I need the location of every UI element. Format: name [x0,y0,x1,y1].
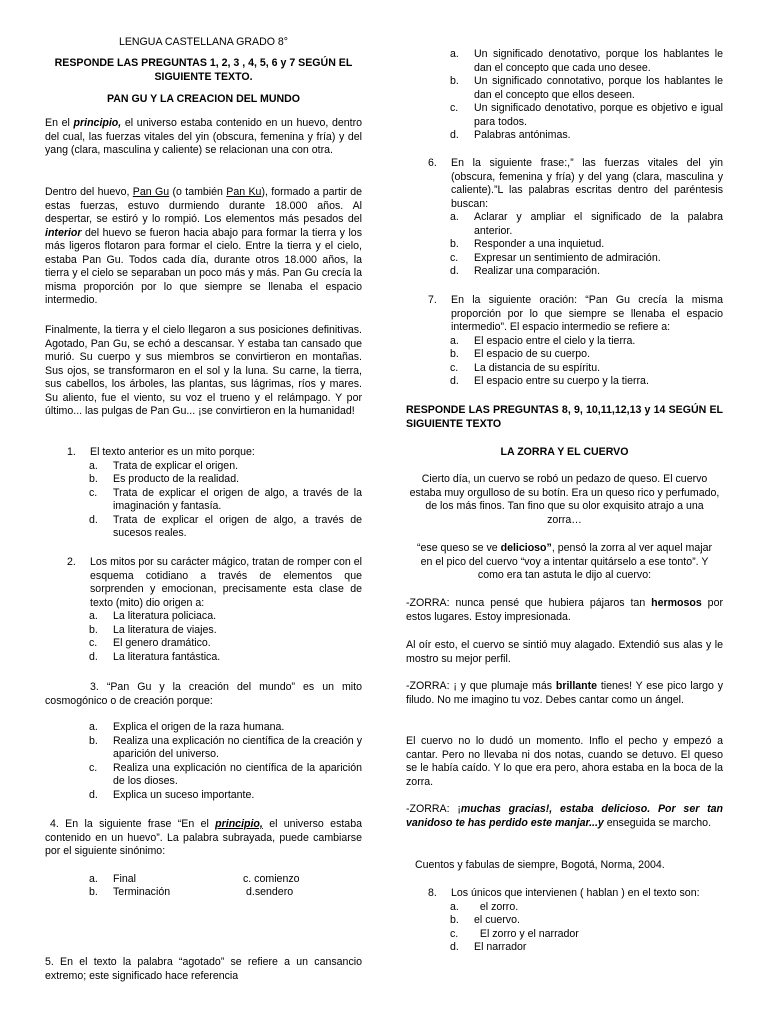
question-1 [45,446,362,541]
story-paragraph: -ZORRA: ¡muchas gracias!, estaba delicioso. Por ser tan vanidoso te has perdido este manjar...y enseguida se marcho. [406,803,723,829]
answer-option[interactable]: a. El espacio entre el cielo y la tierra. [450,334,636,347]
option-letter: b. [89,886,98,898]
answer-option[interactable]: c. El zorro y el narrador [450,927,579,940]
question-text: 4. En la siguiente frase “En el principio, el universo estaba contenido en un huevo”. La palabra subrayada, puede cambiarse por el siguiente sinónimo: [45,818,362,857]
question-2 [45,556,362,664]
answer-option[interactable]: d. Explica un suceso importante. [89,788,255,801]
question-7 [406,294,723,389]
story-paragraph: El cuervo no lo dudó un momento. Inflo el pecho y empezó a cantar. Pero no llevaba ni dos notas, cuando se detuvo. El queso se le había caído. Y lo que era pero, ahora estaba en la boca de la zorra. [406,735,723,788]
question-4 [45,818,362,859]
answer-option[interactable]: d. Realizar una comparación. [450,265,601,277]
answer-option[interactable]: b. El espacio de su cuerpo. [450,348,591,360]
answer-option[interactable]: d.sendero [246,886,294,898]
story-paragraph: -ZORRA: ¡ y que plumaje más brillante tienes! Y ese pico largo y filudo. No me imagino tu voz. Debes cantar como un ángel. [406,680,723,706]
question-8 [406,887,723,955]
question-text: 2. Los mitos por su carácter mágico, tratan de romper con el esquema cotidiano a través de elementos que sorprenden y emocionan, precisamente esta clase de texto (mito) dio origen a: [67,556,362,609]
story-paragraph: “ese queso se ve delicioso”, pensó la zorra al ver aquel majar en el pico del cuervo “voy a intentar quitárselo a ese tonto”. Y como era tan astuta le dijo al cuervo: [416,542,712,581]
answer-option[interactable]: d. Trata de explicar el origen de algo, a través de sucesos reales. [89,513,362,539]
question-6 [406,157,723,279]
story-paragraph: Dentro del huevo, Pan Gu (o también Pan Ku), formado a partir de estas fuerzas, estuvo durmiendo durante 18.000 años. Al despertar, se estiró y lo rompió. Los elementos más pesados del interior del huevo se fueron hacia abajo para formar la tierra y los más ligeros flotaron para formar el cielo. Entre la tierra y el cielo, estaba Pan Gu. Todos cada día, durante otros 18.000 años, la tierra y el cielo se separaban un poco más y más. Pan Gu crecía la misma proporción por lo que siempre se llenaba el espacio intermedio. [45,186,362,306]
answer-option[interactable]: a. el zorro. [450,900,519,913]
answer-option[interactable]: c. comienzo [243,873,300,885]
answer-option[interactable]: b. el cuervo. [450,914,520,926]
answer-option[interactable]: a. La literatura policiaca. [89,610,217,622]
answer-option[interactable]: c. Realiza una explicación no científica de la aparición de los dioses. [89,761,362,787]
question-text: 8. Los únicos que intervienen ( hablan ) en el texto son: [428,887,700,899]
answer-option[interactable]: Final [113,873,136,885]
story-paragraph: -ZORRA: nunca pensé que hubiera pájaros tan hermosos por estos lugares. Estoy impresionada. [406,597,723,623]
answer-option[interactable]: c. El genero dramático. [89,637,211,649]
instruction-heading: RESPONDE LAS PREGUNTAS 1, 2, 3 , 4, 5, 6 y 7 SEGÚN EL SIGUIENTE TEXTO. [54,57,353,83]
story-title: PAN GU Y LA CREACION DEL MUNDO [106,93,301,105]
question-text: 7. En la siguiente oración: “Pan Gu crecía la misma proporción por lo que siempre se llenaba el espacio intermedio”. El espacio intermedio se refiere a: [428,294,723,333]
answer-option[interactable]: d. El espacio entre su cuerpo y la tierra. [450,375,649,387]
question-text: 1. El texto anterior es un mito porque: [67,446,255,458]
story-source: Cuentos y fabulas de siempre, Bogotá, Norma, 2004. [415,859,665,871]
answer-option[interactable]: a. Aclarar y ampliar el significado de la palabra anterior. [450,211,723,237]
question-text: 3. “Pan Gu y la creación del mundo” es un mito cosmogónico o de creación porque: [45,681,362,707]
answer-option[interactable]: d. Palabras antónimas. [450,129,571,141]
question-3 [45,681,362,802]
story-paragraph: En el principio, el universo estaba contenido en un huevo, dentro del cual, las fuerzas vitales del yin (obscura, femenina y fría) y del yang (clara, masculina y caliente) se relacionan una con otra. [45,117,363,156]
answer-option[interactable]: c. Expresar un sentimiento de admiración. [450,251,661,264]
answer-option[interactable]: b. Un significado connotativo, porque los hablantes le dan el concepto que ellos deseen. [450,75,723,101]
question-5-text: 5. En el texto la palabra “agotado” se refiere a un cansancio extremo; este significado hace referencia [45,956,362,982]
answer-option[interactable]: b. Es producto de la realidad. [89,473,240,485]
answer-option[interactable]: a. Trata de explicar el origen. [89,459,239,472]
answer-option[interactable]: a. Un significado denotativo, porque los hablantes le dan el concepto que cada uno desee. [450,48,723,74]
story-paragraph: Cierto día, un cuervo se robó un pedazo de queso. El cuervo estaba muy orgulloso de su botín. Era un queso rico y perfumado, de los más finos. Tan fino que su olor exquisito atrajo a una zorra… [409,473,720,526]
answer-option[interactable]: d. El narrador [450,941,527,953]
question-text: 6. En la siguiente frase:,” las fuerzas vitales del yin (obscura, femenina y fría) y del yang (clara, masculina y caliente).”L las palabras escritas dentro del paréntesis buscan: [428,157,723,210]
option-letter: a. [89,873,98,885]
question-4-options [45,873,362,901]
question-5-options [406,48,723,143]
answer-option[interactable]: c. Trata de explicar el origen de algo, a través de la imaginación y fantasía. [89,486,362,512]
answer-option[interactable]: b. La literatura de viajes. [89,623,217,636]
course-header: LENGUA CASTELLANA GRADO 8° [118,36,289,48]
story-paragraph: Finalmente, la tierra y el cielo llegaron a sus posiciones definitivas. Agotado, Pan Gu, se echó a descansar. Y estaba tan cansado que murió. Su cuerpo y sus miembros se convirtieron en montañas. Sus ojos, se transformaron en el sol y la luna. Su carne, la tierra, sus cabellos, los árboles, las plantas, sus lágrimas, ríos y mares. Su aliento, fue el viento, su voz el trueno y el relámpago. Y por último... las pulgas de Pan Gu... ¡se convirtieron en la humanidad! [45,324,362,417]
instruction-heading: RESPONDE LAS PREGUNTAS 8, 9, 10,11,12,13 y 14 SEGÚN EL SIGUIENTE TEXTO [406,404,723,430]
answer-option[interactable]: c. La distancia de su espíritu. [450,361,601,374]
answer-option[interactable]: Terminación [113,886,171,898]
answer-option[interactable]: d. La literatura fantástica. [89,650,221,663]
story-paragraph: Al oír esto, el cuervo se sintió muy alagado. Extendió sus alas y le mostro su mejor perfil. [406,639,723,665]
answer-option[interactable]: b. Realiza una explicación no científica de la creación y aparición del universo. [89,734,362,760]
answer-option[interactable]: c. Un significado denotativo, porque es objetivo e igual para todos. [450,102,723,128]
answer-option[interactable]: b. Responder a una inquietud. [450,238,605,250]
story-title: LA ZORRA Y EL CUERVO [500,446,629,458]
answer-option[interactable]: a. Explica el origen de la raza humana. [89,721,285,733]
